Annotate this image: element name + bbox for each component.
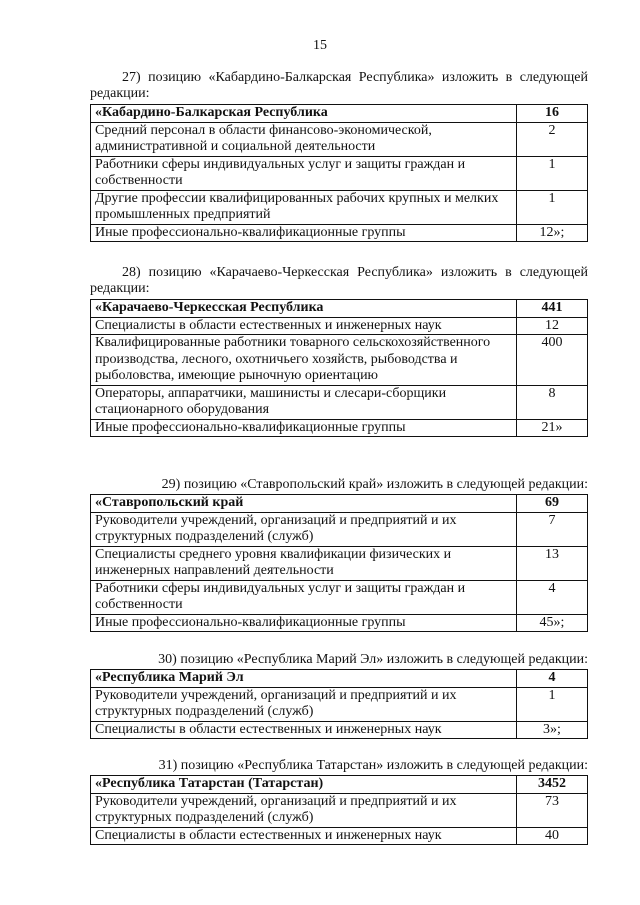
row-label: Работники сферы индивидуальных услуг и защиты граждан и собственности [91,156,517,190]
row-value: 13 [517,546,588,580]
table-row [91,580,588,614]
table-row [91,721,588,739]
section-28 [90,265,588,437]
section-intro: 30) позицию «Республика Марий Эл» изложить в следующей редакции: [158,652,588,667]
row-label: Специалисты в области естественных и инженерных наук [91,827,517,845]
table-row [91,385,588,419]
row-value: 73 [517,793,588,827]
row-label: Руководители учреждений, организаций и предприятий и их структурных подразделений (служб) [91,793,517,827]
table-row [91,793,588,827]
section-27 [90,70,588,242]
table-heading-row [91,776,588,794]
row-label: Специалисты среднего уровня квалификации физических и инженерных направлений деятельности [91,546,517,580]
row-value: 400 [517,335,588,386]
table-row [91,190,588,224]
table-row [91,156,588,190]
region-name: «Республика Татарстан (Татарстан) [91,776,517,794]
row-value: 12»; [517,224,588,242]
section-intro: 31) позицию «Республика Татарстан» изложить в следующей редакции: [158,758,588,773]
row-value: 40 [517,827,588,845]
table-row [91,512,588,546]
row-value: 12 [517,317,588,335]
row-label: Квалифицированные работники товарного сельскохозяйственного производства, лесного, охотничьего хозяйств, рыбоводства и рыболовства, имеющие рыночную ориентацию [91,335,517,386]
row-label: Руководители учреждений, организаций и предприятий и их структурных подразделений (служб) [91,512,517,546]
row-label: Операторы, аппаратчики, машинисты и слесари-сборщики стационарного оборудования [91,385,517,419]
table-heading-row [91,105,588,123]
region-name: «Ставропольский край [91,495,517,513]
row-value: 3»; [517,721,588,739]
region-name: «Республика Марий Эл [91,670,517,688]
table-row [91,224,588,242]
row-value: 1 [517,687,588,721]
row-label: Иные профессионально-квалификационные группы [91,224,517,242]
page-number: 15 [313,38,327,53]
section-29 [90,477,588,632]
region-total: 69 [517,495,588,513]
table-heading-row [91,495,588,513]
table-row [91,546,588,580]
region-table [90,775,588,845]
row-label: Средний персонал в области финансово-экономической, административной и социальной деятельности [91,122,517,156]
table-row [91,614,588,632]
row-value: 45»; [517,614,588,632]
region-total: 3452 [517,776,588,794]
table-row [91,827,588,845]
row-value: 4 [517,580,588,614]
region-total: 4 [517,670,588,688]
region-table [90,104,588,242]
table-row [91,335,588,386]
region-table [90,299,588,437]
row-value: 7 [517,512,588,546]
table-row [91,122,588,156]
row-value: 1 [517,156,588,190]
row-label: Иные профессионально-квалификационные группы [91,614,517,632]
row-label: Иные профессионально-квалификационные группы [91,419,517,437]
row-label: Руководители учреждений, организаций и предприятий и их структурных подразделений (служб) [91,687,517,721]
table-row [91,687,588,721]
region-name: «Кабардино-Балкарская Республика [91,105,517,123]
region-table [90,669,588,739]
row-value: 1 [517,190,588,224]
table-heading-row [91,670,588,688]
row-value: 21» [517,419,588,437]
region-table [90,494,588,632]
section-intro: 29) позицию «Ставропольский край» изложить в следующей редакции: [161,477,588,492]
table-row [91,419,588,437]
row-value: 8 [517,385,588,419]
table-row [91,317,588,335]
region-name: «Карачаево-Черкесская Республика [91,300,517,318]
region-total: 441 [517,300,588,318]
row-label: Специалисты в области естественных и инженерных наук [91,317,517,335]
section-30 [90,652,588,739]
section-intro: 27) позицию «Кабардино-Балкарская Республика» изложить в следующей редакции: [90,70,588,101]
row-label: Работники сферы индивидуальных услуг и защиты граждан и собственности [91,580,517,614]
row-label: Другие профессии квалифицированных рабочих крупных и мелких промышленных предприятий [91,190,517,224]
table-heading-row [91,300,588,318]
section-intro: 28) позицию «Карачаево-Черкесская Республика» изложить в следующей редакции: [90,265,588,296]
row-value: 2 [517,122,588,156]
row-label: Специалисты в области естественных и инженерных наук [91,721,517,739]
region-total: 16 [517,105,588,123]
section-31 [90,758,588,845]
